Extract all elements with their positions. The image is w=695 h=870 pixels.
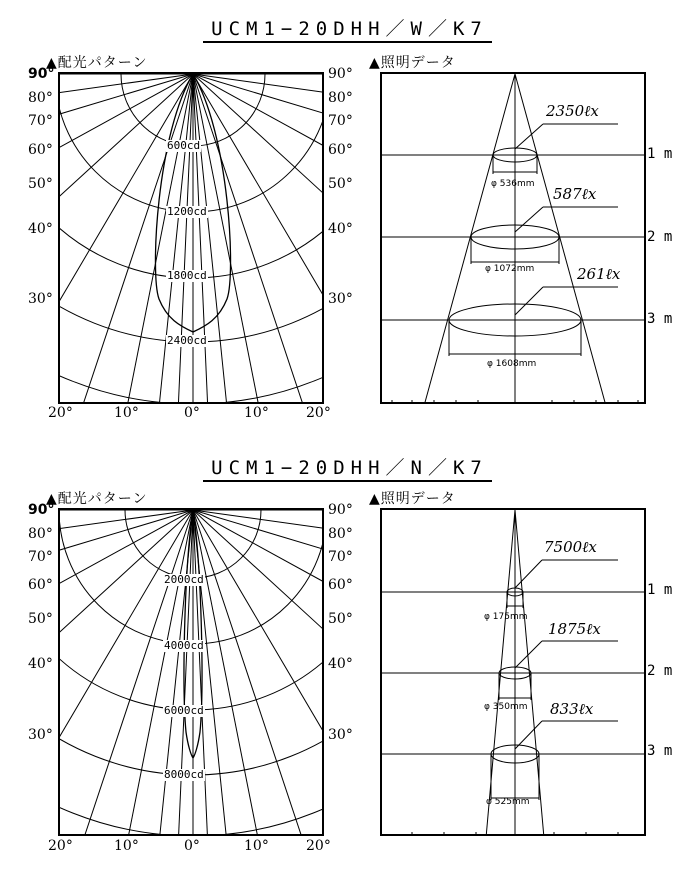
section-1-angle-right: 30° <box>328 291 353 307</box>
section-1-title: UCM1−20DHH／W／K7 <box>0 14 695 41</box>
section-1-angle-right: 60° <box>328 142 353 158</box>
section-1-lux-value: 587ℓx <box>553 185 597 203</box>
section-1-angle-right: 80° <box>328 90 353 106</box>
section-1-illum-heading: ▲照明データ <box>369 55 456 71</box>
section-1-illum-graphic <box>382 74 646 404</box>
section-1-angle-left: 90° <box>28 66 55 82</box>
section-1-diameter: φ 1072mm <box>485 264 535 274</box>
section-1-bottom-angle: 20° <box>306 405 331 421</box>
section-2-illum-heading: ▲照明データ <box>369 491 456 507</box>
section-2-angle-left: 80° <box>28 526 53 542</box>
section-2-bottom-angle: 20° <box>306 838 331 854</box>
section-1-distance: 2 m <box>647 229 673 245</box>
section-1-angle-left: 70° <box>28 113 53 129</box>
section-2-bottom-angle: 10° <box>244 838 269 854</box>
section-2-diameter: φ 175mm <box>484 612 528 622</box>
section-2-candela-label: 2000cd <box>164 573 204 586</box>
section-2-diameter: φ 525mm <box>486 797 530 807</box>
section-2-angle-right: 70° <box>328 549 353 565</box>
section-2-angle-right: 30° <box>328 727 353 743</box>
section-1-bottom-angle: 10° <box>244 405 269 421</box>
section-1-lux-value: 261ℓx <box>577 265 621 283</box>
section-2-candela-label: 6000cd <box>164 704 204 717</box>
section-1-angle-left: 80° <box>28 90 53 106</box>
section-1-diameter: φ 1608mm <box>487 359 537 369</box>
section-2-candela-label: 4000cd <box>164 639 204 652</box>
section-1-polar-diagram <box>58 72 324 404</box>
section-2-polar-grid <box>60 510 324 836</box>
section-2-angle-left: 70° <box>28 549 53 565</box>
section-2-angle-left: 40° <box>28 656 53 672</box>
section-2-lux-value: 7500ℓx <box>544 538 597 556</box>
section-1-angle-left: 40° <box>28 221 53 237</box>
section-2-distance: 2 m <box>647 663 673 679</box>
section-2-angle-left: 30° <box>28 727 53 743</box>
section-2-lux-value: 833ℓx <box>550 700 594 718</box>
section-1-angle-left: 50° <box>28 176 53 192</box>
section-2-angle-left: 50° <box>28 611 53 627</box>
section-2-illum-graphic <box>382 510 646 836</box>
section-1-bottom-angle: 0° <box>184 405 200 421</box>
section-2-bottom-angle: 0° <box>184 838 200 854</box>
section-2-bottom-angle: 10° <box>114 838 139 854</box>
section-1-distance: 3 m <box>647 311 673 327</box>
section-1-distance: 1 m <box>647 146 673 162</box>
section-1-candela-label: 600cd <box>167 139 201 152</box>
section-2-bottom-angle: 20° <box>48 838 73 854</box>
section-1-candela-label: 2400cd <box>167 334 207 347</box>
section-1-pattern-heading: ▲配光パターン <box>46 55 148 71</box>
section-2-title: UCM1−20DHH／N／K7 <box>0 453 695 480</box>
section-1-angle-right: 90° <box>328 66 353 82</box>
section-2-angle-right: 40° <box>328 656 353 672</box>
section-1-candela-label: 1200cd <box>167 205 207 218</box>
section-2-angle-left: 60° <box>28 577 53 593</box>
section-2-illum-diagram <box>380 508 646 836</box>
section-1-angle-left: 60° <box>28 142 53 158</box>
section-2-angle-right: 80° <box>328 526 353 542</box>
section-1-bottom-angle: 10° <box>114 405 139 421</box>
section-2-diameter: φ 350mm <box>484 702 528 712</box>
section-2-angle-right: 90° <box>328 502 353 518</box>
section-2-lux-value: 1875ℓx <box>548 620 601 638</box>
section-1-polar-grid <box>60 74 324 404</box>
section-1-angle-right: 50° <box>328 176 353 192</box>
section-2-angle-right: 50° <box>328 611 353 627</box>
section-1-angle-right: 70° <box>328 113 353 129</box>
section-1-lux-value: 2350ℓx <box>546 102 599 120</box>
section-1-angle-right: 40° <box>328 221 353 237</box>
section-2-polar-diagram <box>58 508 324 836</box>
section-2-candela-label: 8000cd <box>164 768 204 781</box>
section-2-distance: 3 m <box>647 743 673 759</box>
section-1-illum-diagram <box>380 72 646 404</box>
section-2-pattern-heading: ▲配光パターン <box>46 491 148 507</box>
section-1-bottom-angle: 20° <box>48 405 73 421</box>
section-2-distance: 1 m <box>647 582 673 598</box>
section-1-diameter: φ 536mm <box>491 179 535 189</box>
section-1-candela-label: 1800cd <box>167 269 207 282</box>
section-2-angle-left: 90° <box>28 502 55 518</box>
section-1-angle-left: 30° <box>28 291 53 307</box>
section-2-angle-right: 60° <box>328 577 353 593</box>
